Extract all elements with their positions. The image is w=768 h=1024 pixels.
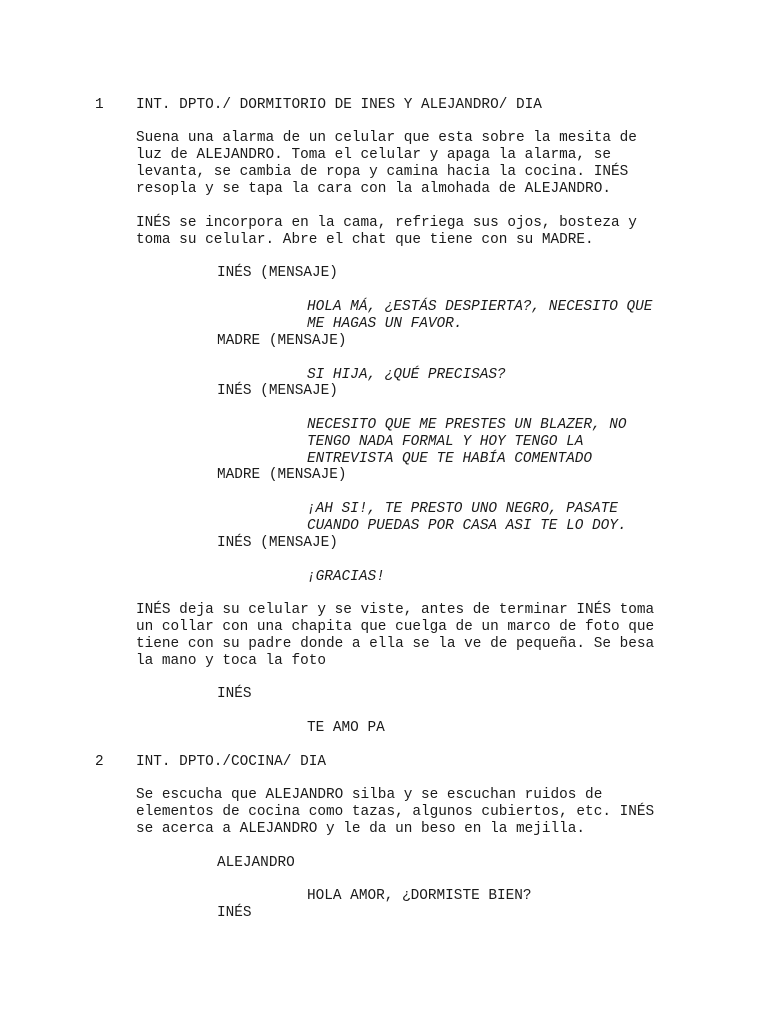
scene-number: 2 (95, 754, 104, 770)
action-line: Suena una alarma de un celular que esta sobre la mesita de (136, 130, 637, 146)
dialogue-line: TE AMO PA (307, 720, 385, 736)
action-line: un collar con una chapita que cuelga de un marco de foto que (136, 619, 655, 635)
scene-number: 1 (95, 97, 104, 113)
dialogue-line: ENTREVISTA QUE TE HABÍA COMENTADO (307, 451, 592, 467)
action-line: elementos de cocina como tazas, algunos cubiertos, etc. INÉS (136, 804, 655, 820)
dialogue-line: HOLA AMOR, ¿DORMISTE BIEN? (307, 888, 532, 904)
action-line: Se escucha que ALEJANDRO silba y se escuchan ruidos de (136, 787, 603, 803)
dialogue-line: CUANDO PUEDAS POR CASA ASI TE LO DOY. (307, 518, 627, 534)
action-line: INÉS deja su celular y se viste, antes de terminar INÉS toma (136, 602, 655, 618)
action-line: resopla y se tapa la cara con la almohada de ALEJANDRO. (136, 181, 611, 197)
scene-heading: INT. DPTO./COCINA/ DIA (136, 754, 326, 770)
action-line: toma su celular. Abre el chat que tiene con su MADRE. (136, 232, 594, 248)
character-name: INÉS (MENSAJE) (217, 265, 338, 281)
character-name: INÉS (217, 686, 252, 702)
action-line: tiene con su padre donde a ella se la ve de pequeña. Se besa (136, 636, 655, 652)
dialogue-line: ME HAGAS UN FAVOR. (307, 316, 463, 332)
character-name: MADRE (MENSAJE) (217, 333, 347, 349)
dialogue-line: NECESITO QUE ME PRESTES UN BLAZER, NO (307, 417, 627, 433)
character-name: ALEJANDRO (217, 855, 295, 871)
character-name: INÉS (MENSAJE) (217, 535, 338, 551)
dialogue-line: HOLA MÁ, ¿ESTÁS DESPIERTA?, NECESITO QUE (307, 299, 653, 315)
scene-heading: INT. DPTO./ DORMITORIO DE INES Y ALEJANDRO/ DIA (136, 97, 542, 113)
action-line: luz de ALEJANDRO. Toma el celular y apaga la alarma, se (136, 147, 611, 163)
dialogue-line: SI HIJA, ¿QUÉ PRECISAS? (307, 367, 506, 383)
dialogue-line: ¡AH SI!, TE PRESTO UNO NEGRO, PASATE (307, 501, 618, 517)
action-line: INÉS se incorpora en la cama, refriega sus ojos, bosteza y (136, 215, 637, 231)
character-name: INÉS (217, 905, 252, 921)
dialogue-line: ¡GRACIAS! (307, 569, 385, 585)
character-name: MADRE (MENSAJE) (217, 467, 347, 483)
action-line: levanta, se cambia de ropa y camina hacia la cocina. INÉS (136, 164, 629, 180)
dialogue-line: TENGO NADA FORMAL Y HOY TENGO LA (307, 434, 584, 450)
character-name: INÉS (MENSAJE) (217, 383, 338, 399)
action-line: se acerca a ALEJANDRO y le da un beso en la mejilla. (136, 821, 586, 837)
action-line: la mano y toca la foto (136, 653, 326, 669)
